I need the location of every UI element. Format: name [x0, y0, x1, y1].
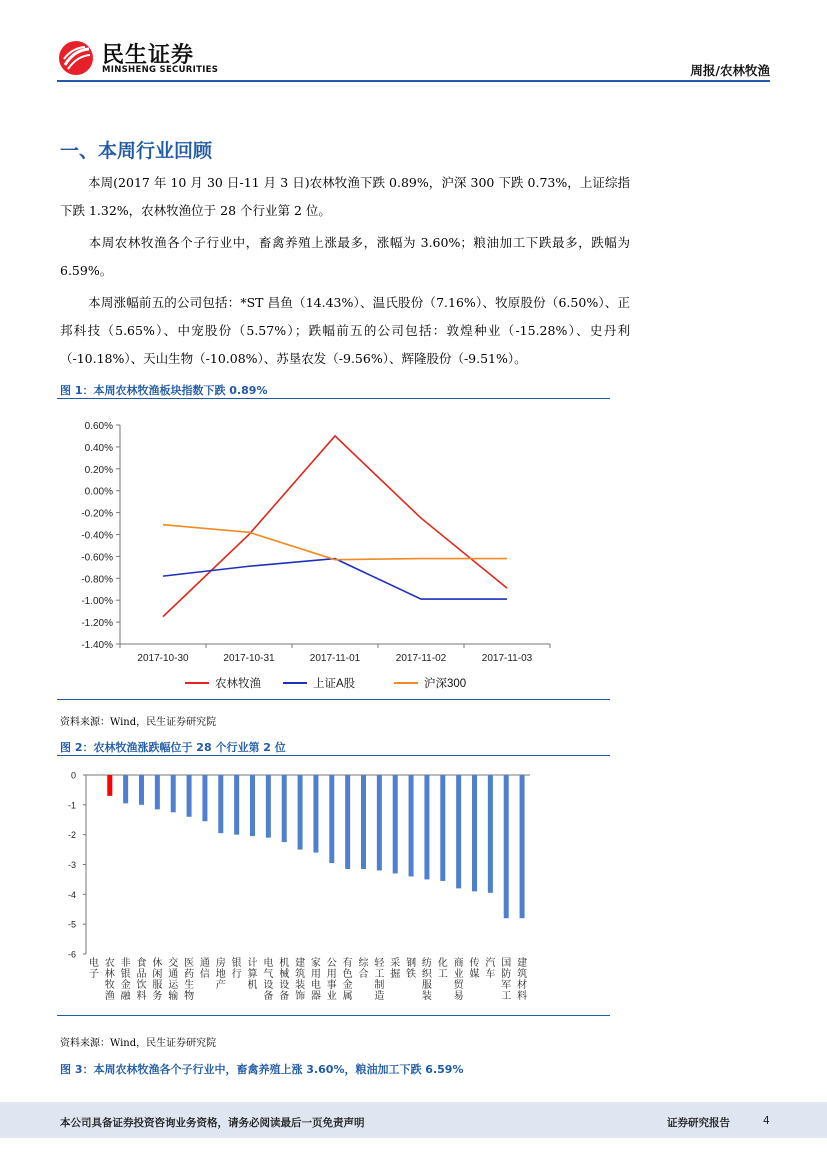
x-tick-label: 通信 — [199, 958, 210, 980]
bar-15 — [329, 775, 334, 863]
x-tick-label: 房地产 — [215, 958, 226, 991]
x-tick-label: 2017-10-30 — [137, 653, 189, 664]
bar-19 — [393, 775, 398, 873]
x-tick-label: 汽车 — [485, 958, 496, 980]
y-tick-label: -0.60% — [81, 552, 113, 564]
x-tick-label: 机械设备 — [279, 958, 290, 1002]
y-tick-label: -5 — [67, 919, 76, 930]
bar-3 — [139, 775, 144, 805]
x-tick-label: 2017-11-01 — [309, 653, 361, 664]
minsheng-logo-icon — [58, 40, 94, 76]
line-chart-index-change — [57, 405, 610, 695]
header-section-label: 周报/农林牧渔 — [690, 63, 770, 78]
x-tick-label: 计算机 — [247, 958, 258, 991]
y-tick-label: 0.60% — [84, 421, 113, 432]
bar-6 — [187, 775, 192, 817]
y-tick-label: -3 — [67, 860, 76, 870]
y-tick-label: -0.80% — [81, 574, 113, 586]
figure-1-source: 资料来源：Wind，民生证券研究院 — [60, 717, 217, 728]
header-divider — [57, 80, 770, 82]
section-title: 一、本周行业回顾 — [60, 140, 213, 162]
figure-2-top-rule — [57, 755, 610, 756]
x-tick-label: 采掘 — [390, 958, 401, 980]
bar-7 — [202, 775, 207, 821]
figure-3-title: 图 3：本周农林牧渔各个子行业中，畜禽养殖上涨 3.60%，粮油加工下跌 6.59% — [60, 1063, 464, 1076]
bar-21 — [424, 775, 429, 879]
bar-2 — [123, 775, 128, 803]
paragraph-weekly-summary — [60, 169, 630, 225]
x-tick-label: 非银金融 — [120, 958, 131, 1002]
x-tick-label: 建筑装饰 — [295, 958, 306, 1002]
logo-name-cn: 民生证券 — [102, 43, 195, 68]
bar-23 — [456, 775, 461, 888]
paragraph-text: 本周涨幅前五的公司包括：*ST 昌鱼（14.43%）、温氏股份（7.16%）、牧原股份（6.50%）、正邦科技（5.65%）、中宠股份（5.57%）；跌幅前五的公司包括：敦煌种业（-15.28%）、史丹利（-10.18%）、天山生物（-10.08%）、苏垦农发（-9.56%）、辉隆股份（-9.51%）。 — [60, 295, 630, 366]
paragraph-text: 本周(2017 年 10 月 30 日-11 月 3 日)农林牧渔下跌 0.89%，沪深 300 下跌 0.73%，上证综指下跌 1.32%，农林牧渔位于 28 个行业第 2 位。 — [60, 175, 630, 218]
x-tick-label: 建筑材料 — [517, 958, 528, 1002]
x-tick-label: 2017-11-02 — [395, 653, 447, 664]
x-tick-label: 轻工制造 — [374, 958, 385, 1002]
legend-label-0: 农林牧渔 — [215, 678, 261, 690]
figure-1-title: 图 1：本周农林牧渔板块指数下跌 0.89% — [60, 384, 268, 397]
paragraph-top-movers — [60, 289, 630, 373]
legend-label-2: 沪深300 — [424, 678, 467, 690]
x-tick-label: 2017-11-03 — [481, 653, 533, 664]
x-tick-label: 食品饮料 — [136, 958, 147, 1002]
x-tick-label: 银行 — [231, 958, 242, 980]
x-tick-label: 纺织服装 — [421, 958, 432, 1002]
x-tick-label: 电子 — [88, 958, 99, 980]
bar-13 — [298, 775, 303, 850]
figure-2-source: 资料来源：Wind，民生证券研究院 — [60, 1038, 217, 1049]
y-tick-label: -6 — [67, 949, 76, 960]
x-tick-label: 2017-10-31 — [223, 653, 275, 664]
x-tick-label: 电气设备 — [263, 958, 274, 1002]
bar-11 — [266, 775, 271, 838]
x-tick-label: 农林牧渔 — [104, 958, 115, 1002]
y-tick-label: -0.40% — [81, 530, 113, 542]
bar-20 — [409, 775, 414, 876]
bar-8 — [218, 775, 223, 833]
bar-27 — [520, 775, 525, 918]
bar-26 — [504, 775, 509, 918]
bar-16 — [345, 775, 350, 869]
footer-disclaimer: 本公司具备证券投资咨询业务资格，请务必阅读最后一页免责声明 — [60, 1117, 365, 1129]
x-tick-label: 有色金属 — [342, 958, 353, 1002]
series-line-1 — [163, 559, 507, 600]
x-tick-label: 国防军工 — [501, 958, 512, 1002]
y-tick-label: -1 — [67, 800, 76, 811]
series-line-0 — [163, 436, 507, 617]
page-number: 4 — [763, 1115, 770, 1127]
y-tick-label: -0.20% — [81, 508, 113, 520]
bar-18 — [377, 775, 382, 870]
bar-22 — [440, 775, 445, 881]
paragraph-text: 本周农林牧渔各个子行业中，畜禽养殖上涨最多，涨幅为 3.60%；粮油加工下跌最多，跌幅为 6.59%。 — [60, 235, 630, 278]
x-tick-label: 医药生物 — [184, 958, 195, 1002]
x-tick-label: 公用事业 — [326, 958, 337, 1002]
logo-name-en: MINSHENG SECURITIES — [102, 65, 219, 75]
bar-1 — [107, 775, 112, 796]
y-tick-label: -1.00% — [81, 596, 113, 608]
figure-1-bottom-rule — [57, 699, 610, 700]
bar-25 — [488, 775, 493, 893]
y-tick-label: 0 — [70, 770, 76, 781]
y-tick-label: -4 — [67, 889, 76, 900]
bar-chart-industry-change — [57, 762, 610, 1012]
x-tick-label: 化工 — [437, 958, 448, 980]
footer-report-type: 证券研究报告 — [667, 1117, 730, 1129]
y-tick-label: -1.40% — [81, 640, 113, 651]
figure-2-bottom-rule — [57, 1015, 610, 1016]
x-tick-label: 综合 — [358, 958, 369, 980]
paragraph-subsectors — [60, 229, 630, 285]
x-tick-label: 家用电器 — [310, 958, 321, 1002]
legend-label-1: 上证A股 — [313, 678, 356, 690]
series-line-2 — [163, 525, 507, 560]
y-tick-label: 0.40% — [84, 442, 113, 454]
bar-9 — [234, 775, 239, 835]
bar-4 — [155, 775, 160, 809]
bar-12 — [282, 775, 287, 842]
x-tick-label: 传媒 — [469, 958, 480, 980]
x-tick-label: 钢铁 — [406, 958, 417, 980]
y-tick-label: -2 — [67, 830, 76, 841]
y-tick-label: 0.00% — [84, 486, 113, 498]
bar-17 — [361, 775, 366, 869]
y-tick-label: -1.20% — [81, 618, 113, 630]
bar-14 — [313, 775, 318, 853]
bar-5 — [171, 775, 176, 812]
bar-24 — [472, 775, 477, 891]
x-tick-label: 交通运输 — [168, 958, 179, 1002]
y-tick-label: 0.20% — [84, 464, 113, 476]
bar-10 — [250, 775, 255, 836]
x-tick-label: 休闲服务 — [152, 958, 163, 1002]
x-tick-label: 商业贸易 — [453, 958, 464, 1002]
figure-2-title: 图 2：农林牧渔涨跌幅位于 28 个行业第 2 位 — [60, 741, 286, 754]
figure-1-top-rule — [57, 398, 610, 399]
